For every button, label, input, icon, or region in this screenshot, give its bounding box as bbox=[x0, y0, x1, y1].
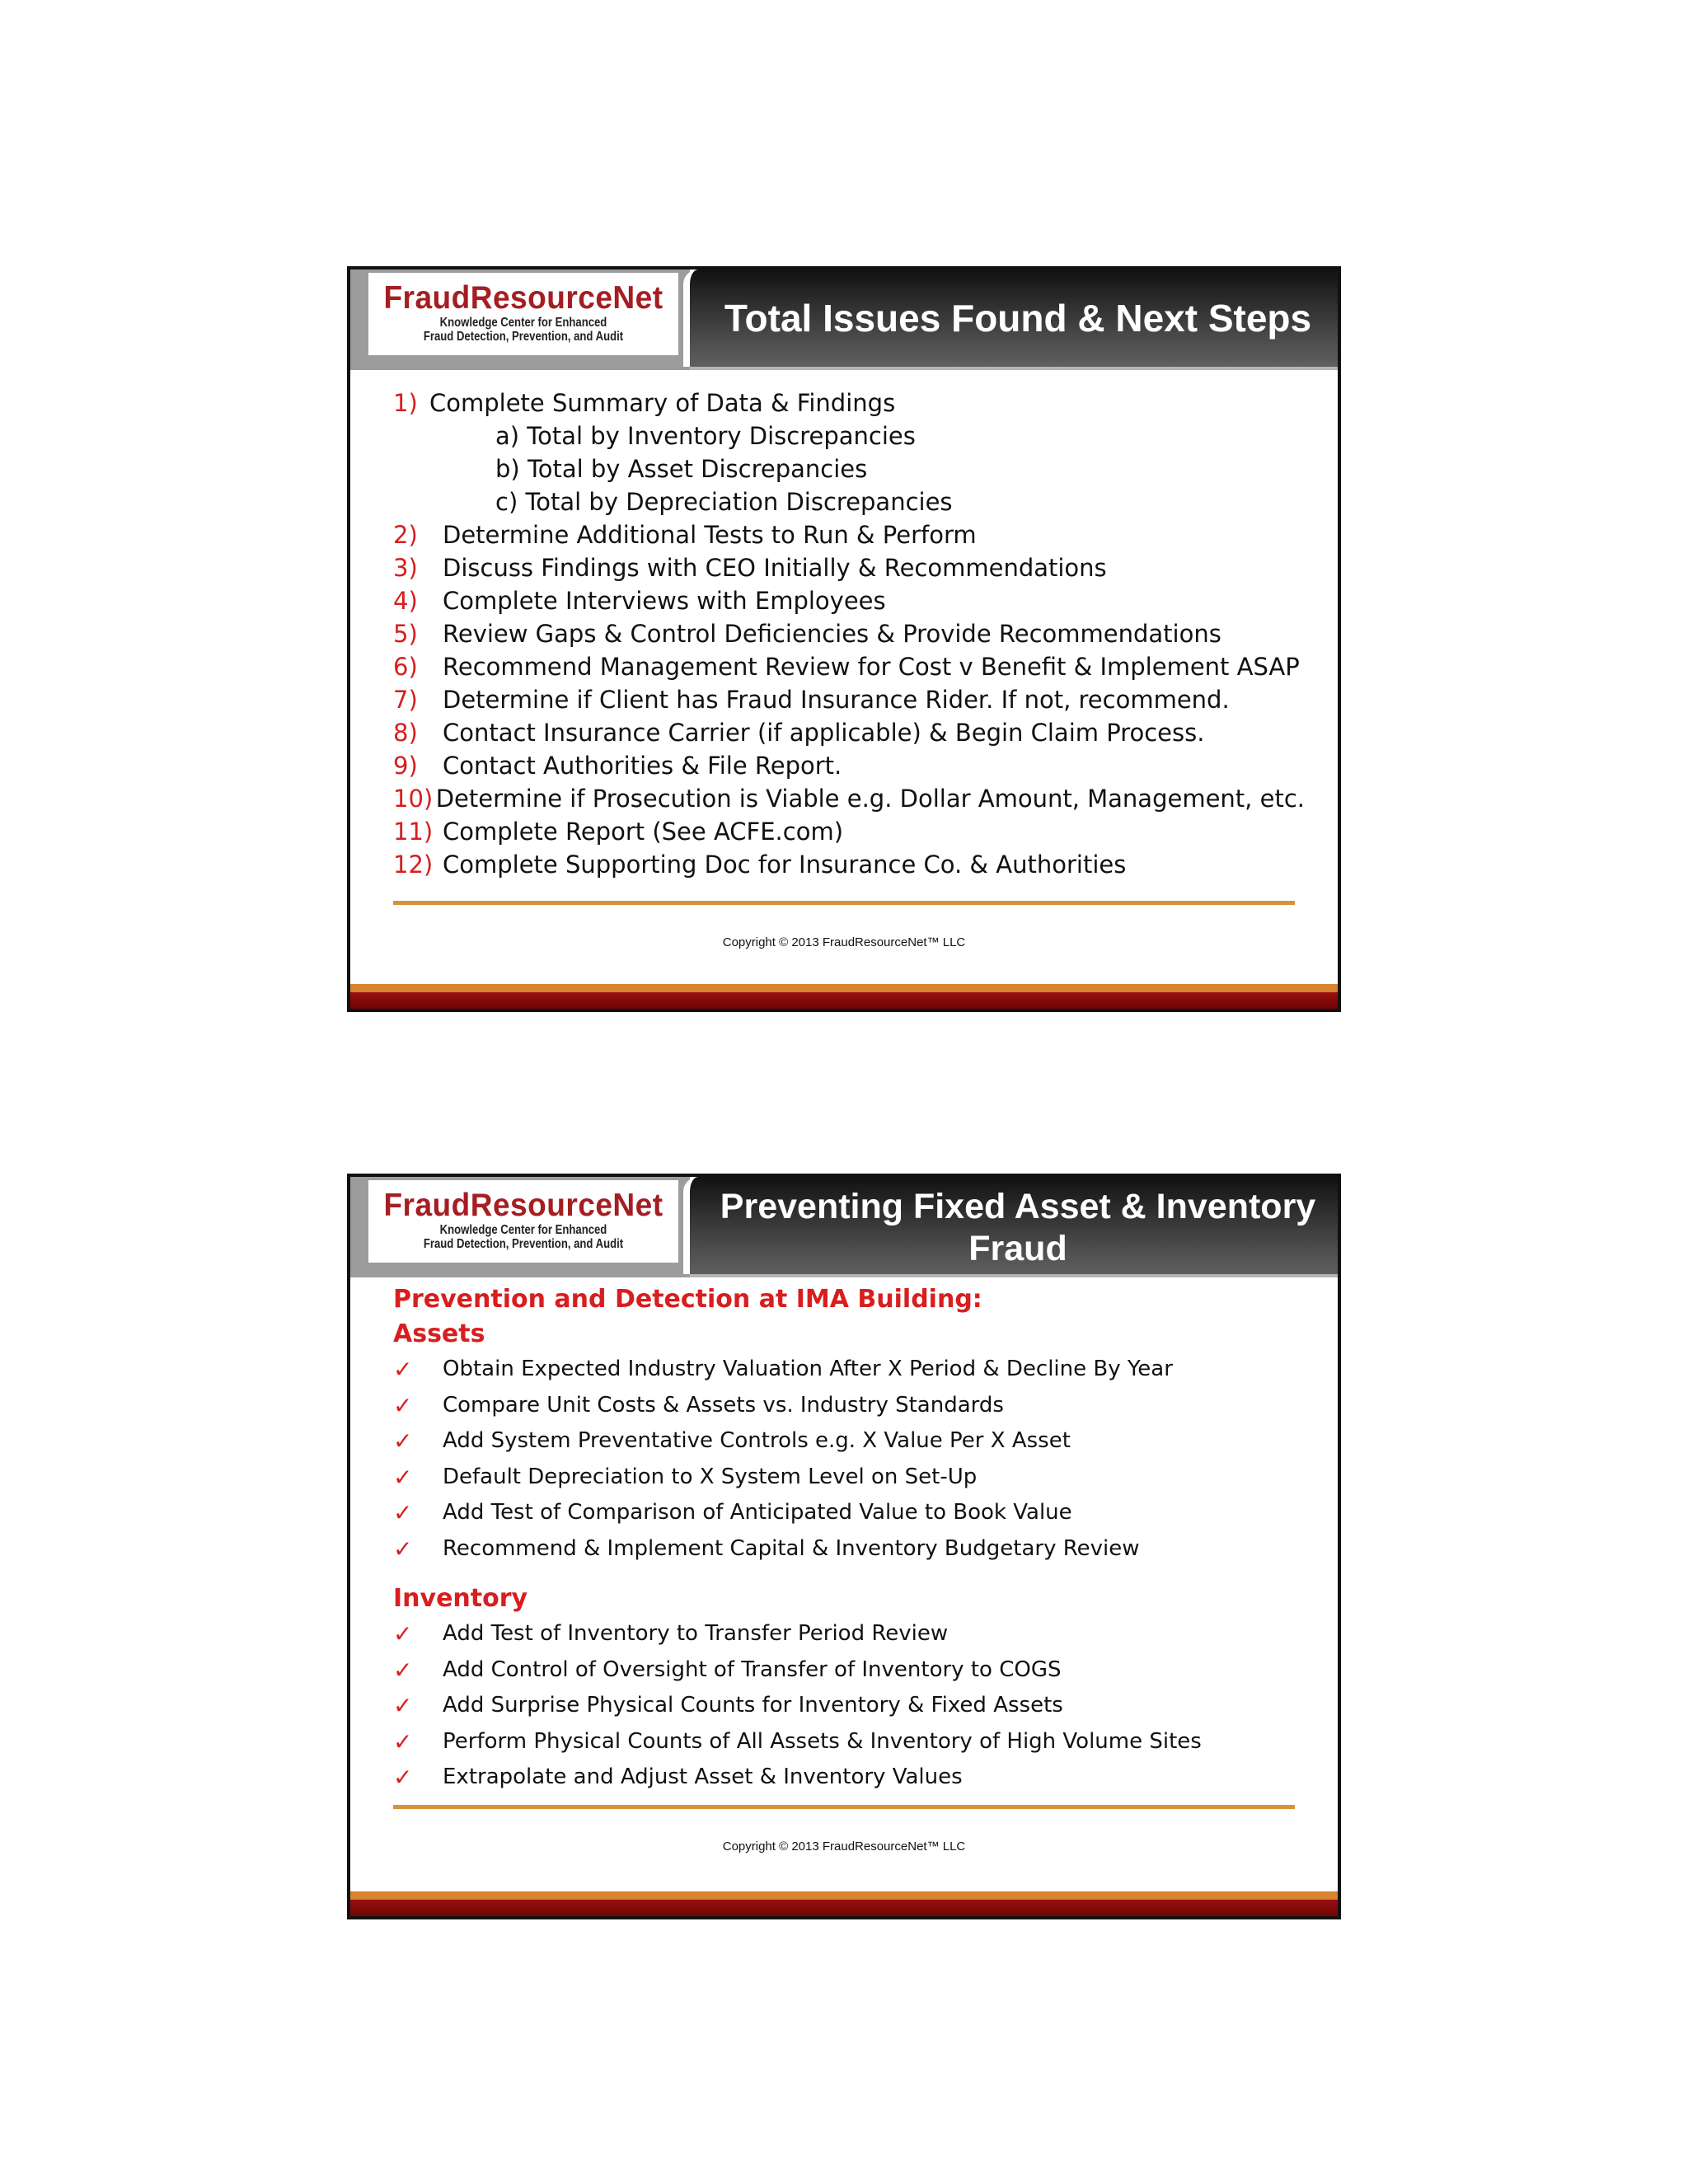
item-number: 3) bbox=[393, 554, 418, 582]
slide-title-line-1: Preventing Fixed Asset & Inventory bbox=[720, 1187, 1316, 1226]
list-subitem bbox=[393, 452, 1305, 485]
title-panel bbox=[683, 269, 1338, 367]
footer-bar-red bbox=[350, 992, 1338, 1009]
item-text: Compare Unit Costs & Assets vs. Industry Standards bbox=[443, 1392, 1004, 1418]
footer-bar-orange bbox=[350, 1891, 1338, 1900]
list-item bbox=[393, 387, 1305, 419]
list-item bbox=[393, 518, 1305, 551]
list-item bbox=[393, 650, 1305, 683]
spacer bbox=[393, 1567, 1305, 1582]
logo-panel bbox=[350, 1177, 690, 1277]
list-item bbox=[393, 716, 1305, 749]
checkmark-icon: ✓ bbox=[393, 1727, 413, 1755]
checkmark-icon: ✓ bbox=[393, 1535, 413, 1563]
item-text: Perform Physical Counts of All Assets & Inventory of High Volume Sites bbox=[443, 1728, 1202, 1754]
checkmark-icon: ✓ bbox=[393, 1427, 413, 1455]
checklist-item bbox=[393, 1724, 1305, 1760]
item-text: Discuss Findings with CEO Initially & Recommendations bbox=[443, 554, 1107, 582]
list-item bbox=[393, 782, 1305, 815]
title-strip bbox=[690, 367, 1338, 370]
item-number: 10) bbox=[393, 785, 434, 813]
divider-rule bbox=[393, 1805, 1295, 1809]
item-number: 5) bbox=[393, 620, 418, 648]
item-text: Add Test of Comparison of Anticipated Value to Book Value bbox=[443, 1500, 1072, 1525]
checklist-item bbox=[393, 1388, 1305, 1424]
divider-rule bbox=[393, 901, 1295, 905]
checkmark-icon: ✓ bbox=[393, 1692, 413, 1719]
item-text: Determine if Prosecution is Viable e.g. Dollar Amount, Management, etc. bbox=[435, 785, 1305, 813]
list-item bbox=[393, 815, 1305, 848]
checklist-item bbox=[393, 1760, 1305, 1796]
checkmark-icon: ✓ bbox=[393, 1391, 413, 1419]
list-item bbox=[393, 848, 1305, 881]
item-text: Recommend Management Review for Cost v Benefit & Implement ASAP bbox=[443, 653, 1300, 681]
brand-logo bbox=[368, 273, 678, 355]
logo-panel bbox=[350, 269, 690, 370]
checkmark-icon: ✓ bbox=[393, 1764, 413, 1791]
list-item bbox=[393, 749, 1305, 782]
item-text: Obtain Expected Industry Valuation After X Period & Decline By Year bbox=[443, 1357, 1173, 1381]
copyright-text: Copyright © 2013 FraudResourceNet™ LLC bbox=[722, 935, 966, 949]
brand-tagline-2: Fraud Detection, Prevention, and Audit bbox=[423, 330, 624, 344]
item-text: Default Depreciation to X System Level on Set-Up bbox=[443, 1464, 978, 1489]
item-text: b) Total by Asset Discrepancies bbox=[495, 455, 868, 483]
checklist-item bbox=[393, 1531, 1305, 1568]
item-text: a) Total by Inventory Discrepancies bbox=[495, 422, 916, 450]
section-heading: Prevention and Detection at IMA Building: bbox=[393, 1285, 982, 1314]
item-text: c) Total by Depreciation Discrepancies bbox=[495, 488, 953, 516]
list-item bbox=[393, 683, 1305, 716]
assets-heading: Assets bbox=[393, 1319, 485, 1348]
checklist-item bbox=[393, 1423, 1305, 1460]
checkmark-icon: ✓ bbox=[393, 1463, 413, 1491]
slide-title: Total Issues Found & Next Steps bbox=[724, 297, 1312, 340]
brand-name: FraudResourceNet bbox=[383, 1188, 663, 1223]
slide-preventing-fraud bbox=[347, 1174, 1341, 1919]
slide-header bbox=[350, 269, 1338, 370]
brand-tagline-1: Knowledge Center for Enhanced bbox=[439, 316, 607, 330]
item-text: Complete Supporting Doc for Insurance Co. & Authorities bbox=[443, 851, 1127, 879]
title-panel bbox=[683, 1177, 1338, 1274]
item-text: Determine Additional Tests to Run & Perform bbox=[443, 521, 977, 549]
item-text: Add Test of Inventory to Transfer Period Review bbox=[443, 1621, 949, 1646]
item-text: Add Control of Oversight of Transfer of Inventory to COGS bbox=[443, 1657, 1062, 1682]
checklist-item bbox=[393, 1652, 1305, 1689]
brand-name: FraudResourceNet bbox=[383, 280, 663, 316]
checkmark-icon: ✓ bbox=[393, 1620, 413, 1647]
item-text: Complete Summary of Data & Findings bbox=[429, 389, 896, 417]
item-text: Recommend & Implement Capital & Inventory Budgetary Review bbox=[443, 1535, 1140, 1561]
checklist-item bbox=[393, 1616, 1305, 1652]
item-number: 7) bbox=[393, 686, 418, 714]
item-text: Add System Preventative Controls e.g. X Value Per X Asset bbox=[443, 1428, 1071, 1453]
checklist-item bbox=[393, 1688, 1305, 1724]
item-number: 6) bbox=[393, 653, 418, 681]
slide-title-line-2: Fraud bbox=[968, 1229, 1067, 1268]
next-steps-list bbox=[393, 387, 1305, 881]
title-strip bbox=[690, 1274, 1338, 1277]
item-number: 11) bbox=[393, 818, 434, 846]
item-text: Contact Authorities & File Report. bbox=[443, 752, 842, 780]
slide-total-issues bbox=[347, 266, 1341, 1012]
list-subitem bbox=[393, 485, 1305, 518]
checkmark-icon: ✓ bbox=[393, 1499, 413, 1526]
inventory-heading: Inventory bbox=[393, 1584, 528, 1613]
slide-body bbox=[393, 387, 1305, 881]
slide-header bbox=[350, 1177, 1338, 1277]
item-text: Complete Interviews with Employees bbox=[443, 587, 886, 615]
checkmark-icon: ✓ bbox=[393, 1356, 413, 1383]
item-text: Review Gaps & Control Deficiencies & Provide Recommendations bbox=[443, 620, 1221, 648]
item-number: 2) bbox=[393, 521, 418, 549]
item-text: Contact Insurance Carrier (if applicable) & Begin Claim Process. bbox=[443, 719, 1205, 747]
footer-bars bbox=[350, 984, 1338, 1009]
list-item bbox=[393, 551, 1305, 584]
item-number: 4) bbox=[393, 587, 418, 615]
slide-body bbox=[393, 1282, 1305, 1796]
item-number: 12) bbox=[393, 851, 434, 879]
list-subitem bbox=[393, 419, 1305, 452]
item-number: 9) bbox=[393, 752, 418, 780]
item-number: 8) bbox=[393, 719, 418, 747]
footer-bar-orange bbox=[350, 984, 1338, 992]
inventory-checklist bbox=[393, 1616, 1305, 1796]
checklist-item bbox=[393, 1495, 1305, 1531]
checkmark-icon: ✓ bbox=[393, 1656, 413, 1684]
list-item bbox=[393, 617, 1305, 650]
copyright-text: Copyright © 2013 FraudResourceNet™ LLC bbox=[722, 1840, 966, 1854]
checklist-item bbox=[393, 1352, 1305, 1388]
slide-title bbox=[706, 1177, 1329, 1274]
brand-tagline-2: Fraud Detection, Prevention, and Audit bbox=[423, 1237, 624, 1251]
list-item bbox=[393, 584, 1305, 617]
item-text: Extrapolate and Adjust Asset & Inventory Values bbox=[443, 1765, 963, 1789]
assets-checklist bbox=[393, 1352, 1305, 1567]
item-text: Add Surprise Physical Counts for Inventory & Fixed Assets bbox=[443, 1693, 1063, 1718]
item-number: 1) bbox=[393, 389, 418, 417]
checklist-item bbox=[393, 1460, 1305, 1496]
brand-tagline-1: Knowledge Center for Enhanced bbox=[439, 1223, 607, 1237]
footer-bar-red bbox=[350, 1900, 1338, 1916]
footer-bars bbox=[350, 1891, 1338, 1916]
brand-logo bbox=[368, 1180, 678, 1263]
item-text: Complete Report (See ACFE.com) bbox=[443, 818, 844, 846]
item-text: Determine if Client has Fraud Insurance Rider. If not, recommend. bbox=[443, 686, 1230, 714]
